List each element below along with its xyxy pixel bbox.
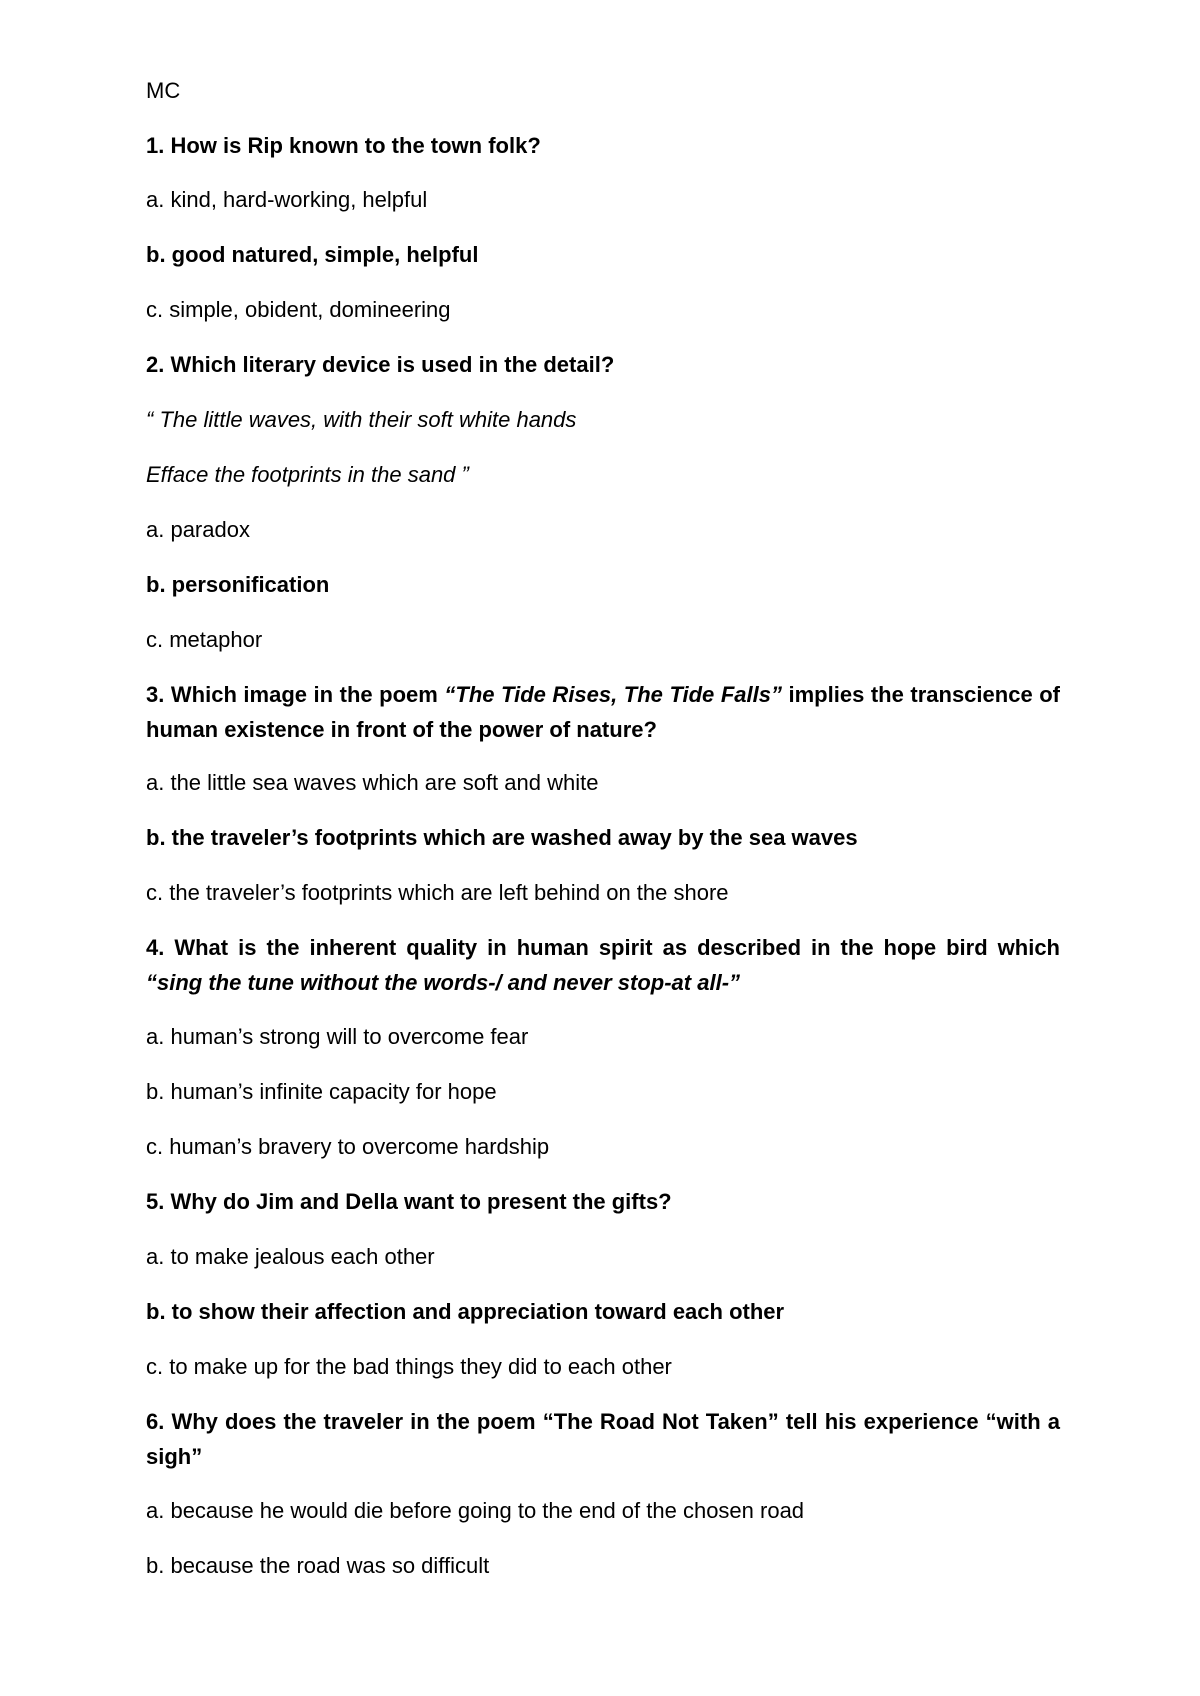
q1-option-b: b. good natured, simple, helpful bbox=[146, 242, 479, 267]
question-1: 1. How is Rip known to the town folk? bbox=[146, 133, 541, 158]
q6-option-b: b. because the road was so difficult bbox=[146, 1553, 490, 1578]
q3-option-c: c. the traveler’s footprints which are left behind on the shore bbox=[146, 880, 729, 905]
q5-option-b: b. to show their affection and appreciation toward each other bbox=[146, 1299, 785, 1324]
q3-option-b: b. the traveler’s footprints which are washed away by the sea waves bbox=[146, 825, 858, 850]
question-2: 2. Which literary device is used in the detail? bbox=[146, 352, 615, 377]
q5-option-a: a. to make jealous each other bbox=[146, 1244, 435, 1269]
q3-option-a: a. the little sea waves which are soft and white bbox=[146, 770, 599, 795]
q2-option-c: c. metaphor bbox=[146, 627, 263, 652]
q4-text-start: 4. What is the inherent quality in human spirit as described in the hope bird which bbox=[146, 935, 1060, 960]
question-4 bbox=[146, 930, 1060, 1000]
question-6: 6. Why does the traveler in the poem “The Road Not Taken” tell his experience “with a sigh” bbox=[146, 1409, 1060, 1469]
q1-option-c: c. simple, obident, domineering bbox=[146, 297, 451, 322]
q2-quote-line-2: Efface the footprints in the sand ” bbox=[146, 462, 469, 487]
q2-option-a: a. paradox bbox=[146, 517, 250, 542]
q4-option-b: b. human’s infinite capacity for hope bbox=[146, 1079, 497, 1104]
q1-option-a: a. kind, hard-working, helpful bbox=[146, 187, 428, 212]
q6-option-a: a. because he would die before going to the end of the chosen road bbox=[146, 1498, 805, 1523]
section-header: MC bbox=[146, 78, 181, 103]
question-3 bbox=[146, 677, 1060, 747]
question-5: 5. Why do Jim and Della want to present the gifts? bbox=[146, 1189, 672, 1214]
q2-quote-line-1: “ The little waves, with their soft white hands bbox=[146, 407, 577, 432]
q5-option-c: c. to make up for the bad things they did to each other bbox=[146, 1354, 672, 1379]
q3-poem-title: “The Tide Rises, The Tide Falls” bbox=[444, 682, 782, 707]
q3-text-end: implies the transcience of human existence in front of the power of nature? bbox=[146, 682, 1060, 742]
q4-option-c: c. human’s bravery to overcome hardship bbox=[146, 1134, 550, 1159]
q4-option-a: a. human’s strong will to overcome fear bbox=[146, 1024, 529, 1049]
q4-quote: “sing the tune without the words-/ and never stop-at all-” bbox=[146, 970, 741, 995]
q3-text-start: 3. Which image in the poem bbox=[146, 682, 445, 707]
q2-option-b: b. personification bbox=[146, 572, 330, 597]
